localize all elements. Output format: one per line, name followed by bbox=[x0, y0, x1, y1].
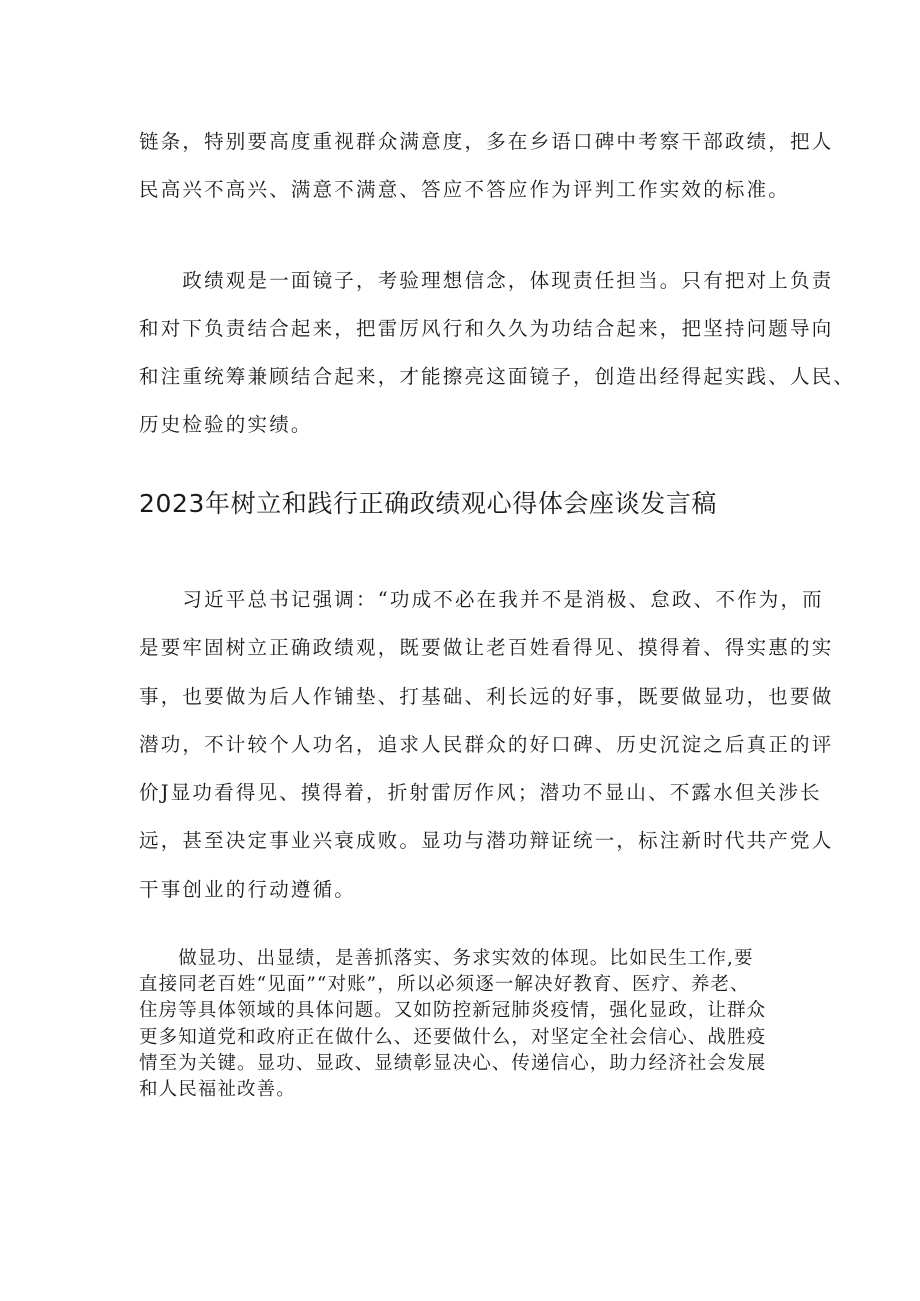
paragraph-2 bbox=[139, 257, 856, 449]
paragraph-3 bbox=[139, 576, 834, 914]
paragraph-line: 历史检验的实绩。 bbox=[139, 413, 313, 436]
paragraph-line: 习近平总书记强调：“功成不必在我并不是消极、怠政、不作为，而 bbox=[139, 588, 824, 611]
paragraph-line: 情至为关键。显功、显政、显绩彰显决心、传递信心，助力经济社会发展 bbox=[139, 1052, 767, 1074]
paragraph-line: 远，甚至决定事业兴衰成败。显功与潜功辩证统一，标注新时代共产党人 bbox=[139, 829, 834, 853]
paragraph-line: 政绩观是一面镜子，考验理想信念，体现责任担当。只有把对上负责 bbox=[139, 269, 834, 292]
paragraph-4 bbox=[139, 946, 780, 1103]
section-heading: 2023年树立和践行正确政绩观心得体会座谈发言稿 bbox=[139, 489, 718, 518]
paragraph-line: 和人民福祉改善。 bbox=[139, 1078, 296, 1100]
paragraph-line: 价J显功看得见、摸得着，折射雷厉作风；潜功不显山、不露水但关涉长 bbox=[139, 781, 822, 805]
paragraph-line: 民高兴不高兴、满意不满意、答应不答应作为评判工作实效的标准。 bbox=[139, 178, 791, 201]
paragraph-line: 和注重统筹兼顾结合起来，才能擦亮这面镜子，创造出经得起实践、人民、 bbox=[139, 365, 856, 388]
paragraph-line: 做显功、出显绩，是善抓落实、务求实效的体现。比如民生工作,要 bbox=[139, 948, 754, 969]
paragraph-line: 是要牢固树立正确政绩观，既要做让老百姓看得见、摸得着、得实惠的实 bbox=[139, 636, 834, 660]
paragraph-line: 住房等具体领域的具体问题。又如防控新冠肺炎疫情，强化显政，让群众 bbox=[139, 1000, 767, 1022]
paragraph-line: 潜功，不计较个人功名，追求人民群众的好口碑、历史沉淀之后真正的评 bbox=[139, 732, 834, 756]
paragraph-line: 更多知道党和政府正在做什么、还要做什么，对坚定全社会信心、战胜疫 bbox=[139, 1026, 767, 1048]
paragraph-line: 链条，特别要高度重视群众满意度，多在乡语口碑中考察干部政绩，把人 bbox=[139, 130, 834, 153]
paragraph-line: 干事创业的行动遵循。 bbox=[139, 877, 357, 901]
paragraph-1 bbox=[139, 118, 834, 214]
paragraph-line: 和对下负责结合起来，把雷厉风行和久久为功结合起来，把坚持问题导向 bbox=[139, 317, 834, 340]
paragraph-line: 事，也要做为后人作铺垫、打基础、利长远的好事，既要做显功，也要做 bbox=[139, 684, 834, 708]
paragraph-line: 直接同老百姓“见面”“对账”，所以必须逐一解决好教育、医疗、养老、 bbox=[139, 974, 750, 996]
